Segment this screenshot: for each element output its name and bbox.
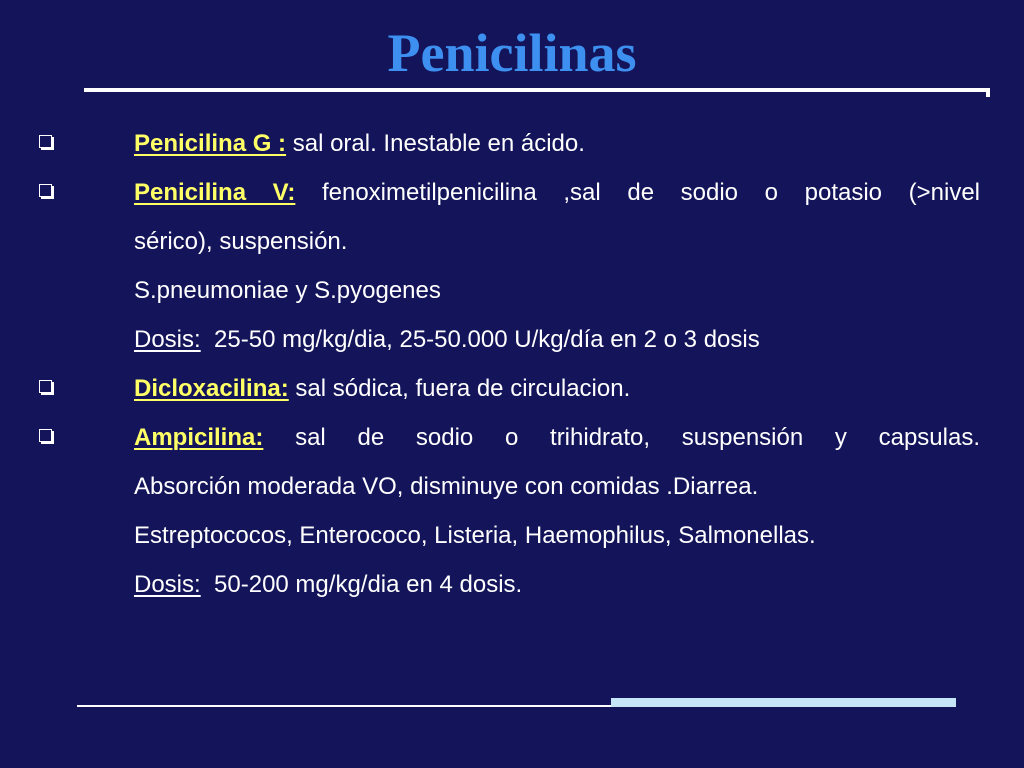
item-line (134, 364, 980, 413)
checkbox-bullet-icon (39, 380, 52, 393)
dosage-label: Dosis: (134, 571, 201, 598)
drug-label: Penicilina G : (134, 130, 287, 157)
drug-label: Dicloxacilina: (134, 375, 289, 402)
title-rule-end-mark (986, 88, 990, 97)
list-item-ampicilina (36, 413, 980, 609)
item-line-continued: sérico), suspensión. (134, 228, 348, 255)
item-line (134, 168, 980, 217)
organisms-line: Estreptococos, Enterococo, Listeria, Haemophilus, Salmonellas. (134, 522, 816, 549)
dosage-value: 50-200 mg/kg/dia en 4 dosis. (214, 571, 523, 598)
checkbox-bullet-icon (39, 184, 52, 197)
drug-description: sal de sodio o trihidrato, suspensión y capsulas. (295, 424, 981, 451)
checkbox-bullet-icon (39, 135, 52, 148)
drug-description: fenoximetilpenicilina ,sal de sodio o potasio (>nivel (321, 179, 980, 206)
slide-title: Penicilinas (387, 23, 637, 83)
list-item-penicilina-g (36, 119, 980, 168)
title-underline-rule (84, 88, 988, 92)
dosage-label: Dosis: (134, 326, 201, 353)
list-item-dicloxacilina (36, 364, 980, 413)
dosage-line (134, 315, 980, 364)
dosage-line (134, 560, 980, 609)
footer-thin-rule (77, 705, 612, 707)
drug-label: Penicilina V: (134, 179, 296, 206)
item-line (134, 119, 980, 168)
drug-description: sal oral. Inestable en ácido. (292, 130, 585, 157)
dosage-value: 25-50 mg/kg/dia, 25-50.000 U/kg/día en 2 o 3 dosis (214, 326, 760, 353)
drug-description: sal sódica, fuera de circulacion. (295, 375, 631, 402)
list-item-penicilina-v (36, 168, 980, 364)
bullet-list (36, 119, 980, 609)
footer-accent-bar (611, 698, 956, 707)
checkbox-bullet-icon (39, 429, 52, 442)
organisms-line: S.pneumoniae y S.pyogenes (134, 277, 441, 304)
absorption-line: Absorción moderada VO, disminuye con comidas .Diarrea. (134, 473, 759, 500)
drug-label: Ampicilina: (134, 424, 264, 451)
item-line (134, 413, 980, 462)
